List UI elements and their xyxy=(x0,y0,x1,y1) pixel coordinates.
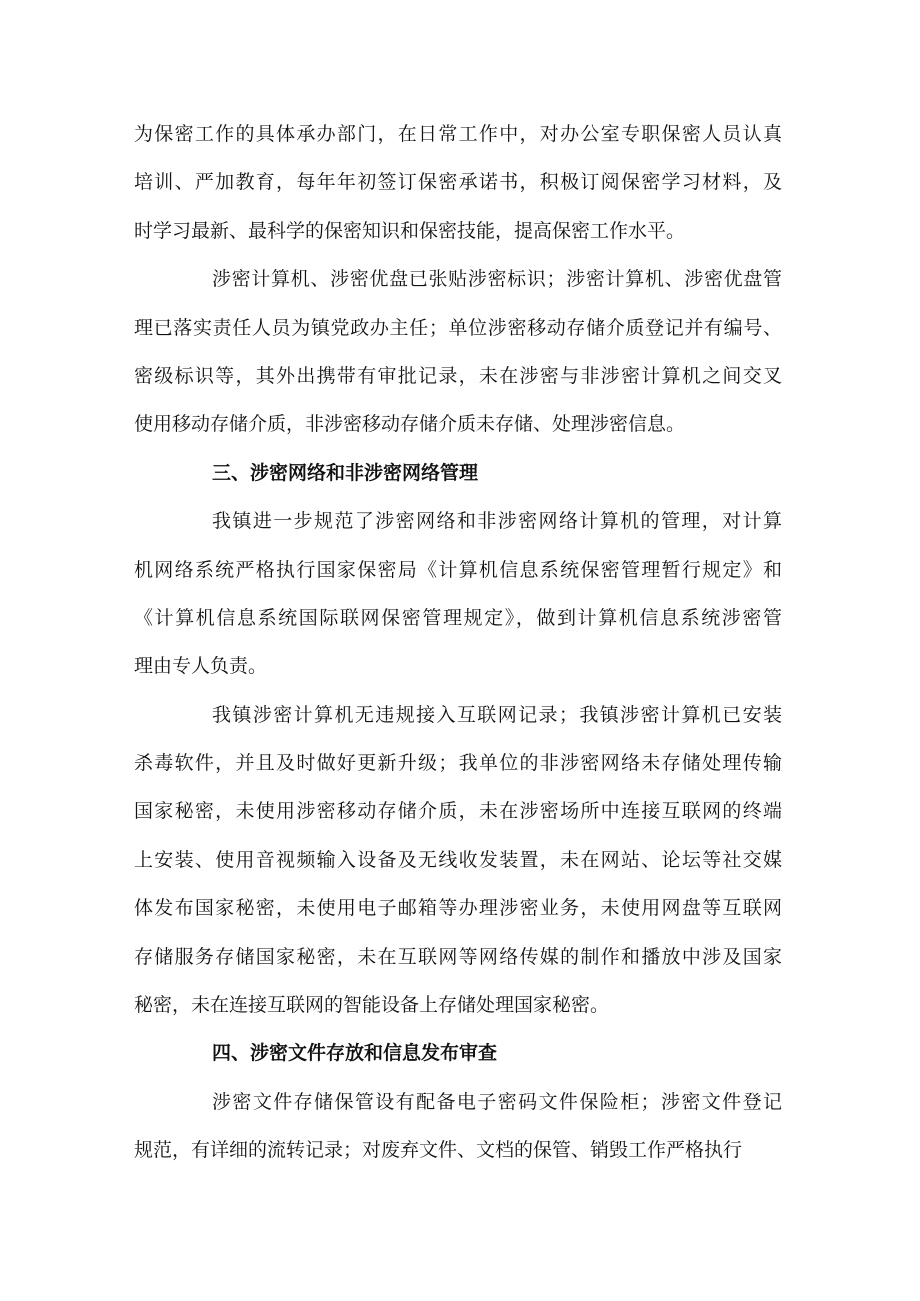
text-line: 上安装、使用音视频输入设备及无线收发装置，未在网站、论坛等社交媒 xyxy=(134,848,782,871)
paragraph xyxy=(134,1078,782,1175)
text-line: 存储服务存储国家秘密，未在互联网等网络传媒的制作和播放中涉及国家 xyxy=(134,945,782,968)
text-line: 四、涉密文件存放和信息发布审查 xyxy=(212,1042,498,1065)
text-line: 培训、严加教育，每年年初签订保密承诺书，积极订阅保密学习材料，及 xyxy=(134,171,782,194)
text-line: 杀毒软件，并且及时做好更新升级；我单位的非涉密网络未存储处理传输 xyxy=(134,752,782,775)
text-line: 三、涉密网络和非涉密网络管理 xyxy=(212,461,479,484)
paragraph xyxy=(134,691,782,1030)
text-line: 密级标识等，其外出携带有审批记录，未在涉密与非涉密计算机之间交叉 xyxy=(134,364,782,387)
text-line: 《计算机信息系统国际联网保密管理规定》，做到计算机信息系统涉密管 xyxy=(134,606,782,629)
text-line: 理已落实责任人员为镇党政办主任；单位涉密移动存储介质登记并有编号、 xyxy=(134,316,782,339)
text-line: 涉密计算机、涉密优盘已张贴涉密标识；涉密计算机、涉密优盘管 xyxy=(212,268,782,291)
text-line: 使用移动存储介质，非涉密移动存储介质未存储、处理涉密信息。 xyxy=(134,413,686,436)
section-heading xyxy=(134,449,782,497)
paragraph xyxy=(134,110,782,255)
text-line: 秘密，未在连接互联网的智能设备上存储处理国家秘密。 xyxy=(134,994,610,1017)
text-line: 我镇进一步规范了涉密网络和非涉密网络计算机的管理，对计算 xyxy=(212,510,782,533)
text-line: 理由专人负责。 xyxy=(134,655,268,678)
text-line: 为保密工作的具体承办部门，在日常工作中，对办公室专职保密人员认真 xyxy=(134,123,782,145)
text-line: 机网络系统严格执行国家保密局《计算机信息系统保密管理暂行规定》和 xyxy=(134,558,782,581)
paragraph xyxy=(134,255,782,449)
text-line: 国家秘密，未使用涉密移动存储介质，未在涉密场所中连接互联网的终端 xyxy=(134,800,782,823)
text-line: 规范，有详细的流转记录；对废弃文件、文档的保管、销毁工作严格执行 xyxy=(134,1139,743,1162)
section-heading xyxy=(134,1029,782,1077)
text-line: 体发布国家秘密，未使用电子邮箱等办理涉密业务，未使用网盘等互联网 xyxy=(134,897,782,920)
text-line: 我镇涉密计算机无违规接入互联网记录；我镇涉密计算机已安装 xyxy=(212,703,782,726)
text-line: 时学习最新、最科学的保密知识和保密技能，提高保密工作水平。 xyxy=(134,219,686,242)
document-body xyxy=(134,110,782,1175)
text-line: 涉密文件存储保管设有配备电子密码文件保险柜；涉密文件登记 xyxy=(212,1090,782,1113)
paragraph xyxy=(134,497,782,691)
